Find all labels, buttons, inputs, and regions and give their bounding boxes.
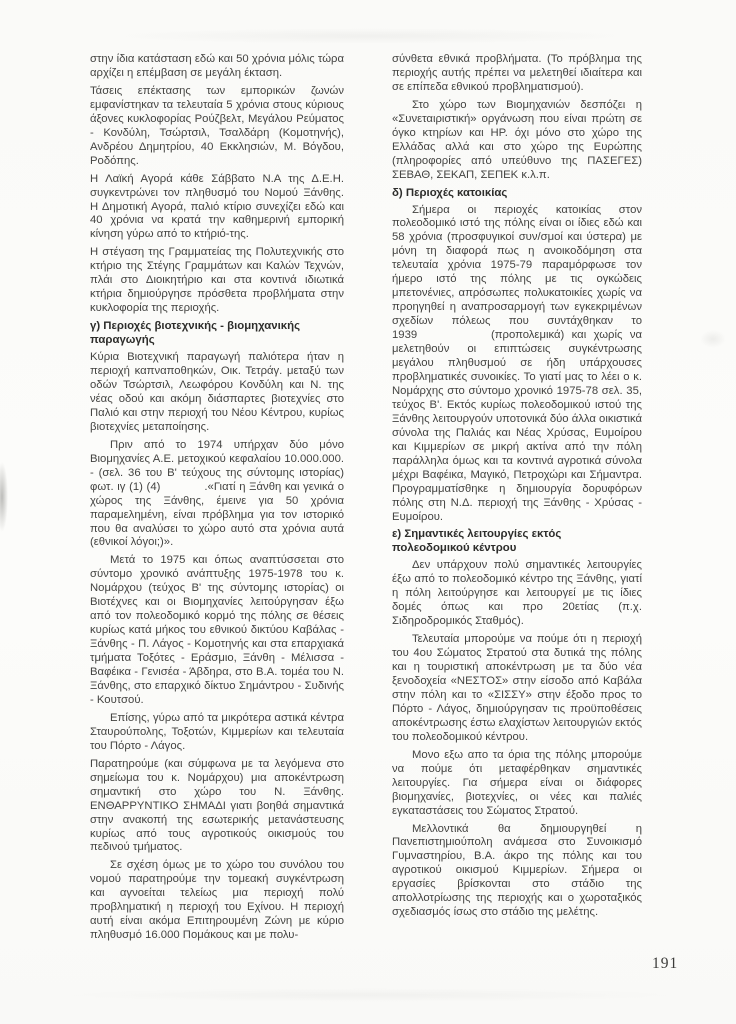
paragraph: Δεν υπάρχουν πολύ σημαντικές λειτουργίες έξω από το πολεοδομικό κέντρο της Ξάνθης, γιατί η πόλη λειτούργησε και λειτουργεί με τις ίδιες δομές όπως και προ 20ετίας (π.χ. Σιδηροδρομικός Σταθμός). — [392, 559, 642, 628]
paragraph: Μονο εξω απο τα όρια της πόλης μπορούμε να πούμε ότι μεταφέρθηκαν σημαντικές λειτουργίες. Για σήμερα είναι οι διάφορες βιομηχανίες, βιοτεχνίες, οι νέες και παλιές εγκαταστάσεις του Σώματος Στρατού. — [392, 748, 642, 817]
section-heading: δ) Περιοχές κατοικίας — [392, 186, 508, 199]
paragraph: Πριν από το 1974 υπήρχαν δύο μόνο Βιομηχανίες Α.Ε. μετοχικού κεφαλαίου 10.000.000. - (σελ. 36 του Β' τεύχους της σύντομης ιστορίας) φωτ. ιγ (1) (4) .«Γιατί η Ξάνθη και γενικά ο χώρος της Ξάνθης, έμεινε για 50 χρόνια παραμελημένη, είναι πρόβλημα για τον ιστορικό που θα αναλύσει το χώρο αυτό στα χρόνια αυτά (εθνικοί λόγοι;)». — [90, 438, 344, 549]
paragraph: σύνθετα εθνικά προβλήματα. (Το πρόβλημα της περιοχής αυτής πρέπει να μελετηθεί ιδιαίτερα και σε επίπεδα εθνικού προβληματισμού). — [392, 53, 642, 93]
paragraph: Η στέγαση της Γραμματείας της Πολυτεχνικής στο κτήριο της Στέγης Γραμμάτων και Καλών Τεχνών, πλάι στο Διοικητήριο και στα κοντινά ιδιωτικά κτήρια δημιούργησε πρόσθετα προβλήματα στην κυκλοφορία της περιοχής. — [90, 246, 344, 315]
page-number: 191 — [652, 955, 679, 972]
paragraph: Μελλοντικά θα δημιουργηθεί η Πανεπιστημιούπολη ανάμεσα στο Συνοικισμό Γυμναστηρίου, Β.Α. άκρο της πόλης και του αγροτικού οικισμού Κιμμερίων. Σήμερα οι εργασίες βρίσκονται στο στάδιο της απολλοτρίωσης της περιοχής και ο χωροταξικός σχεδιασμός ίσως στο στάδιο της μελέτης. — [392, 822, 642, 919]
scan-artifact — [0, 462, 8, 532]
paragraph: Επίσης, γύρω από τα μικρότερα αστικά κέντρα Σταυρούπολης, Τοξοτών, Κιμμερίων και τελευταία του Πόρτο - Λάγος. — [90, 711, 344, 752]
scan-artifact — [700, 330, 726, 348]
scan-artifact — [110, 28, 630, 44]
paragraph: στην ίδια κατάσταση εδώ και 50 χρόνια μόλις τώρα αρχίζει η επέμβαση σε μεγάλη έκταση. — [90, 53, 344, 79]
section-heading: γ) Περιοχές βιοτεχνικής - βιομηχανικής παραγωγής — [90, 320, 301, 347]
section-heading: ε) Σημαντικές λειτουργίες εκτός πολεοδομικού κέντρου — [392, 528, 562, 555]
paragraph: Παρατηρούμε (και σύμφωνα με τα λεγόμενα στο σημείωμα του κ. Νομάρχου) μια αποκέντρωση σημαντική στο χώρο του Ν. Ξάνθης. ΕΝΘΑΡΡΥΝΤΙΚΟ ΣΗΜΑΔΙ γιατι βοηθά σημαντικά στην ανακοπή της εσωτερικής μετανάστευσης κυρίως από τους αγροτικούς οικισμούς του πεδινού τμήματος. — [90, 757, 344, 854]
right-text-column — [392, 53, 642, 958]
left-text-column — [90, 53, 344, 965]
paragraph: Μετά το 1975 και όπως αναπτύσσεται στο σύντομο χρονικό ανάπτυξης 1975-1978 του κ. Νομάρχου (τεύχος Β' της σύντομης ιστορίας) οι Βιοτέχνες και οι Βιομηχανίες λειτούργησαν έξω από τον πολεοδομικό κορμό της πόλης σε θέσεις κυρίως κατά μήκος του εθνικού δικτύου Καβάλας - Ξάνθης - Π. Λάγος - Κομοτηνής και στα επαρχιακά τμήματα Τοξότες - Εράσμιο, Ξάνθη - Μέλισσα - Βαφέικα - Γενισέα - Άβδηρα, στο Β.Α. τομέα του Ν. Ξάνθης, στο επαρχικό δίκτυο Σημάντρου - Συδινής - Κουτσού. — [90, 554, 344, 706]
paragraph: Τελευταία μπορούμε να πούμε ότι η περιοχή του 4ου Σώματος Στρατού στα δυτικά της πόλης και η τουριστική αποκέντρωση με τα δύο νέα ξενοδοχεία «ΝΕΣΤΟΣ» στην είσοδο από Καβάλα στην πόλη και το «ΣΙΣΣΥ» στην έξοδο προς το Πόρτο - Λάγος, δημιούργησαν τις προϋποθέσεις αποκέντρωσης έστω ελαχίστων λειτουργιών εκτός του πολεοδομικού κέντρου. — [392, 633, 642, 743]
paragraph: Τάσεις επέκτασης των εμπορικών ζωνών εμφανίστηκαν τα τελευταία 5 χρόνια στους κύριους άξονες κυκλοφορίας Ρούζβελτ, Μεγάλου Ρεύματος - Κονδύλη, Τσώρτσιλ, Τσαλδάρη (Κομοτηνής), Ανδρέου Δημητρίου, 40 Εκκλησιών, Μ. Βόγδου, Ροδόπης. — [90, 84, 344, 167]
paragraph: Σήμερα οι περιοχές κατοικίας στον πολεοδομικό ιστό της πόλης είναι οι ίδιες εδώ και 58 χρόνια (προσφυγικοί συν/σμοί και ύστερα) με μόνη τη διαφορά πως η ανοικοδόμηση στα τελευταία χρόνια 1975-79 παραμόρφωσε τον ήμερο ιστό της πόλης με τις ογκώδεις μπετονένιες, απρόσωπες πολυκατοικίες χωρίς να προηγηθεί η αναπροσαρμογή των εγκεκριμένων σχεδίων πόλεως που συντάχθηκαν το 1939 (προπολεμικά) και χωρίς να μελετηθούν οι επιπτώσεις συγκέντρωσης μεγάλου πληθυσμού σε ήδη υπάρχουσες προβληματικές συνοικίες. Το γιατί μας το λέει ο κ. Νομάρχης στο σύντομο χρονικό 1975-78 σελ. 35, τεύχος Β'. Εκτός κυρίως πολεοδομικού ιστού της Ξάνθης λειτουργούν υποτονικά δύο άλλα οικιστικά σύνολα της Παλιάς και Νέας Χρύσας, Ευμοίρου και Κιμμερίων σε μικρή ακτίνα από την πόλη παράλληλα όμως και τα κοντινά αγροτικά σύνολα μέχρι Βαφέικα, Μαγικό, Πετροχώρι και Σήμαντρα. Προγραμματίσθηκε η δημιουργία δορυφόρων πόλης στη Ν.Δ. περιοχή της Ξάνθης - Χρύσας - Ευμοίρου. — [392, 203, 642, 523]
scan-artifact — [60, 988, 680, 1002]
paragraph: Κύρια Βιοτεχνική παραγωγή παλιότερα ήταν η περιοχή καπναποθηκών, Οικ. Τετράγ. μεταξύ των οδών Τσώρτσιλ, Λεωφόρου Κονδύλη και Ν. της νέας οδού και ακόμη διάσπαρτες βιοτεχνίες στο Παλιό και στην περιοχή του Νέου Κέντρου, κυρίως βιοτεχνίες μεταποίησης. — [90, 351, 344, 433]
paragraph: Σε σχέση όμως με το χώρο του συνόλου του νομού παρατηρούμε την τομεακή συγκέντρωση και αγνοείται τελείως μια περιοχή πολύ προβληματική η περιοχή του Εχίνου. Η περιοχή αυτή είναι ακόμα Επιτηρουμένη Ζώνη με κύριο πληθυσμό 16.000 Πομάκους και με πολυ- — [90, 859, 344, 942]
paragraph: Η Λαϊκή Αγορά κάθε Σάββατο Ν.Α της Δ.Ε.Η. συγκεντρώνει τον πληθυσμό του Νομού Ξάνθης. Η Δημοτική Αγορά, παλιό κτίριο συνεχίζει εδώ και 40 χρόνια να κρατά την καθημερινή εμπορική κίνηση γύρω από το κτήριό-της. — [90, 172, 344, 241]
paragraph: Στο χώρο των Βιομηχανιών δεσπόζει η «Συνεταιριστική» οργάνωση που είναι πρώτη σε όγκο κτηρίων και ΗΡ. όχι μόνο στο χώρο της Ελλάδας αλλά και στο χώρο της Ευρώπης (πληροφορίες από υπεύθυνο της ΠΑΣΕΓΕΣ) ΣΕΒΑΘ, ΣΕΚΑΠ, ΣΕΠΕΚ κ.λ.π. — [392, 98, 642, 181]
